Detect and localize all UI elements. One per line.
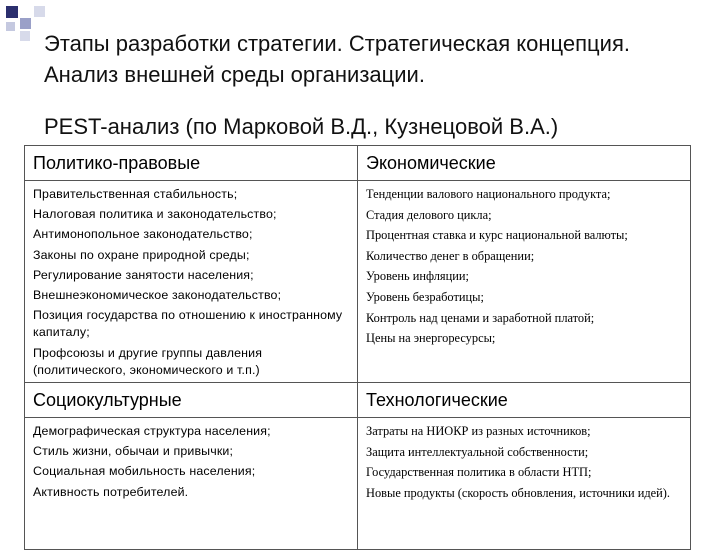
list-item: Стиль жизни, обычаи и привычки; — [33, 444, 234, 459]
title-line-2: Анализ внешней среды организации. — [44, 62, 425, 87]
political-factors-list — [33, 186, 349, 379]
deco-square-dark — [6, 6, 18, 18]
list-item: Цены на энергоресурсы; — [366, 331, 496, 346]
list-item: Социальная мобильность населения; — [33, 464, 256, 479]
heading-economic: Экономические — [358, 146, 691, 181]
pest-table — [24, 145, 691, 550]
deco-square-mid — [20, 18, 31, 29]
economic-factors-list — [366, 186, 682, 348]
list-item: Профсоюзы и другие группы давления (политического, экономического и т.п.) — [33, 345, 263, 377]
list-item: Внешнеэкономическое законодательство; — [33, 288, 282, 303]
list-item: Активность потребителей. — [33, 484, 189, 499]
list-item: Демографическая структура населения; — [33, 424, 271, 439]
slide-subtitle: PEST-анализ (по Марковой В.Д., Кузнецовой В.А.) — [44, 114, 559, 139]
list-item: Контроль над ценами и заработной платой; — [366, 310, 595, 325]
table-row — [25, 418, 691, 550]
heading-political: Политико-правовые — [25, 146, 358, 181]
slide-title — [44, 28, 704, 90]
list-item: Позиция государства по отношению к иностранному капиталу; — [33, 308, 343, 340]
list-item: Государственная политика в области НТП; — [366, 465, 592, 480]
list-item: Процентная ставка и курс национальной валюты; — [366, 228, 628, 243]
list-item: Стадия делового цикла; — [366, 207, 492, 222]
heading-technological: Технологические — [358, 383, 691, 418]
cell-technological-factors — [358, 418, 691, 550]
list-item: Регулирование занятости населения; — [33, 267, 254, 282]
list-item: Новые продукты (скорость обновления, источники идей). — [366, 485, 670, 500]
list-item: Антимонопольное законодательство; — [33, 227, 253, 242]
list-item: Количество денег в обращении; — [366, 248, 535, 263]
list-item: Правительственная стабильность; — [33, 187, 238, 201]
list-item: Тенденции валового национального продукта; — [366, 187, 611, 201]
deco-square-light — [20, 31, 30, 41]
table-row — [25, 383, 691, 418]
cell-economic-factors — [358, 181, 691, 383]
cell-sociocultural-factors — [25, 418, 358, 550]
heading-sociocultural: Социокультурные — [25, 383, 358, 418]
list-item: Налоговая политика и законодательство; — [33, 207, 277, 222]
title-line-1: Этапы разработки стратегии. Стратегическая концепция. — [44, 31, 630, 56]
list-item: Затраты на НИОКР из разных источников; — [366, 424, 591, 439]
deco-square-mid — [6, 22, 15, 31]
table-row — [25, 181, 691, 383]
list-item: Уровень безработицы; — [366, 289, 484, 304]
list-item: Уровень инфляции; — [366, 269, 469, 284]
deco-square-light — [34, 6, 45, 17]
list-item: Защита интеллектуальной собственности; — [366, 444, 589, 459]
list-item: Законы по охране природной среды; — [33, 247, 250, 262]
table-row — [25, 146, 691, 181]
technological-factors-list — [366, 423, 682, 502]
sociocultural-factors-list — [33, 423, 349, 501]
cell-political-factors — [25, 181, 358, 383]
